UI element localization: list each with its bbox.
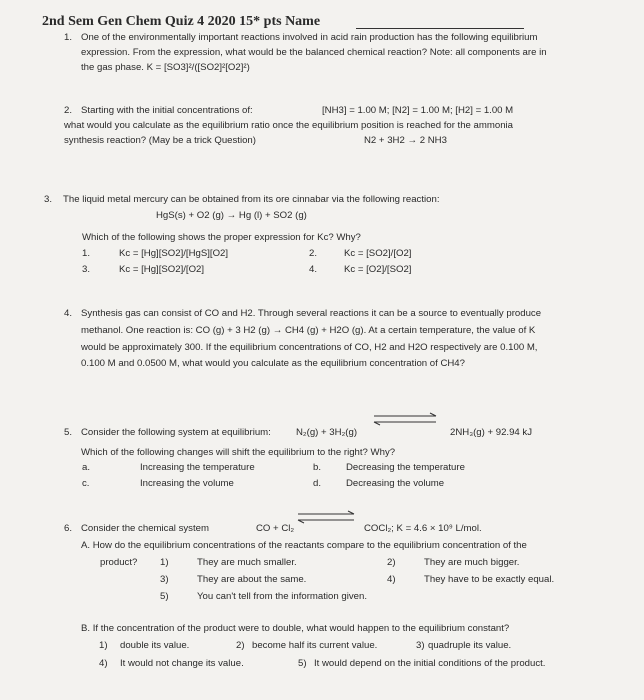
q6-option-text: They have to be exactly equal. [424, 574, 555, 585]
q4-number: 4. [64, 308, 73, 319]
q5-question: Which of the following changes will shift the equilibrium to the right? Why? [81, 447, 396, 458]
q6-option-number: 3) [416, 640, 425, 651]
q6-option-number: 5) [160, 591, 169, 602]
name-line [356, 27, 524, 29]
q5-option-letter: a. [82, 462, 91, 473]
q5-option-text: Decreasing the volume [346, 478, 445, 489]
q5-lead: Consider the following system at equilibrium: [81, 427, 271, 438]
q3-option-text: Kc = [O2]/[SO2] [344, 264, 412, 275]
q5-products: 2NH₃(g) + 92.94 kJ [450, 427, 533, 438]
q6-lead: Consider the chemical system [81, 523, 209, 534]
q6-option-text: become half its current value. [252, 640, 378, 651]
q1-number: 1. [64, 32, 73, 43]
q5-reactants: N₂(g) + 3H₂(g) [296, 427, 358, 438]
q6-reactants: CO + Cl₂ [256, 523, 295, 534]
q5-option-letter: d. [313, 478, 322, 489]
q3-reaction: HgS(s) + O2 (g) → Hg (l) + SO2 (g) [156, 210, 307, 221]
q2-line3: synthesis reaction? (May be a trick Question) [64, 135, 256, 146]
q5-option-text: Increasing the volume [140, 478, 234, 489]
q4-line3: would be approximately 300. If the equilibrium concentrations of CO, H2 and H2O respectively are 0.100 M, [81, 342, 538, 353]
q4-line4: 0.100 M and 0.0500 M, what would you calculate as the equilibrium concentration of CH4? [81, 358, 465, 369]
q3-option-number: 4. [309, 264, 318, 275]
q2-concentrations: [NH3] = 1.00 M; [N2] = 1.00 M; [H2] = 1.00 M [322, 105, 514, 116]
q5-option-letter: c. [82, 478, 90, 489]
equilibrium-arrow-icon [296, 510, 356, 524]
q3-option-number: 2. [309, 248, 318, 259]
q6-option-text: It would not change its value. [120, 658, 244, 669]
q6-option-number: 4) [99, 658, 108, 669]
q3-question: Which of the following shows the proper expression for Kc? Why? [82, 232, 361, 243]
q6-partB-line1: B. If the concentration of the product were to double, what would happen to the equilibrium constant? [81, 623, 510, 634]
q3-number: 3. [44, 194, 53, 205]
q6-option-number: 5) [298, 658, 307, 669]
q2-line2: what would you calculate as the equilibrium ratio once the equilibrium position is reached for the ammonia [64, 120, 514, 131]
q6-option-text: It would depend on the initial conditions of the product. [314, 658, 546, 669]
q6-option-text: double its value. [120, 640, 190, 651]
q6-number: 6. [64, 523, 73, 534]
q6-option-number: 4) [387, 574, 396, 585]
q2-reaction: N2 + 3H2 → 2 NH3 [364, 135, 447, 146]
q4-line2: methanol. One reaction is: CO (g) + 3 H2 (g) → CH4 (g) + H2O (g). At a certain temperature, the value of K [81, 325, 536, 336]
equilibrium-arrow-icon [372, 412, 438, 426]
q6-partA-lead: product? [100, 557, 138, 568]
q6-partA-line1: A. How do the equilibrium concentrations of the reactants compare to the equilibrium concentration of the [81, 540, 527, 551]
q5-option-text: Increasing the temperature [140, 462, 255, 473]
q2-number: 2. [64, 105, 73, 116]
q6-option-text: They are much bigger. [424, 557, 520, 568]
q6-option-number: 2) [387, 557, 396, 568]
q6-option-number: 1) [160, 557, 169, 568]
q3-option-text: Kc = [Hg][SO2]/[O2] [119, 264, 205, 275]
q3-option-text: Kc = [SO2]/[O2] [344, 248, 412, 259]
q3-line1: The liquid metal mercury can be obtained from its ore cinnabar via the following reaction: [63, 194, 440, 205]
q6-option-text: You can't tell from the information given. [197, 591, 367, 602]
q1-line3: the gas phase. K = [SO3]²/([SO2]²[O2]²) [81, 62, 250, 73]
q6-option-number: 3) [160, 574, 169, 585]
q3-option-number: 1. [82, 248, 91, 259]
q4-line1: Synthesis gas can consist of CO and H2. Through several reactions it can be a source to eventually produce [81, 308, 542, 319]
q6-option-number: 1) [99, 640, 108, 651]
q3-option-number: 3. [82, 264, 91, 275]
q5-option-text: Decreasing the temperature [346, 462, 465, 473]
q6-products: COCl₂; K = 4.6 × 10⁹ L/mol. [364, 523, 482, 534]
q1-line1: One of the environmentally important reactions involved in acid rain production has the following equilibrium [81, 32, 538, 43]
q5-option-letter: b. [313, 462, 322, 473]
q6-option-number: 2) [236, 640, 245, 651]
q1-line2: expression. From the expression, what would be the balanced chemical reaction? Note: all components are in [81, 47, 547, 58]
q3-option-text: Kc = [Hg][SO2]/[HgS][O2] [119, 248, 229, 259]
q5-number: 5. [64, 427, 73, 438]
q6-option-text: They are about the same. [197, 574, 307, 585]
page-title: 2nd Sem Gen Chem Quiz 4 2020 15* pts Name [42, 14, 321, 29]
q6-option-text: quadruple its value. [428, 640, 512, 651]
q2-lead: Starting with the initial concentrations of: [81, 105, 253, 116]
q6-option-text: They are much smaller. [197, 557, 297, 568]
